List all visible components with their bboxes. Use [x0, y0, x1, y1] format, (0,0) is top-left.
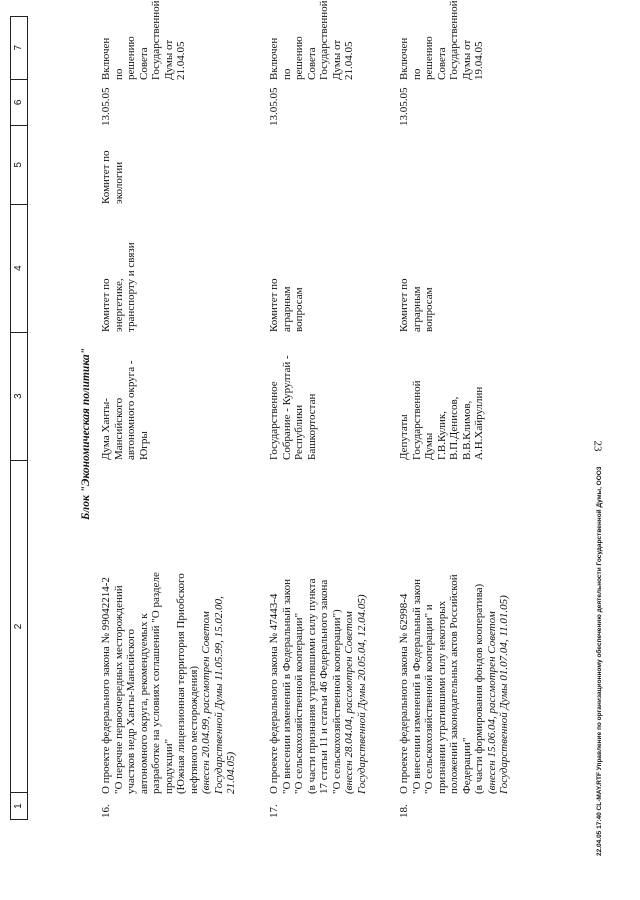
committee-line: Комитет по	[268, 278, 280, 332]
row-number: 16.	[100, 804, 112, 818]
title_lines-line: "О сельскохозяйственной кооперации"	[293, 612, 305, 794]
col-header-1: 1	[11, 792, 27, 819]
bill-title	[398, 460, 511, 794]
note_lines-line: (внесен 28.04.04, рассмотрен Советом	[343, 611, 355, 794]
committee-line: вопросам	[423, 287, 435, 332]
page-footer: 22.04.05 17:40 CL-MAY.RTF Управление по организационному обеспечению деятельности Государственной Думы, ООО3	[596, 466, 603, 856]
bill-title	[268, 460, 368, 794]
title_lines-line: "О внесении изменений в Федеральный закон	[280, 579, 293, 794]
consideration-date: 13.05.05	[398, 87, 410, 126]
status-line: Государственной	[448, 0, 460, 80]
title_lines-line: "О сельскохозяйственной кооперации")	[330, 609, 343, 794]
title_lines-line: автономного округа, рекомендуемых к	[137, 613, 150, 794]
title_lines-line: "О внесении изменений в Федеральный закон	[410, 579, 423, 794]
title_lines-line: признании утратившими силу некоторых	[435, 600, 448, 794]
bill-row	[268, 0, 368, 820]
author-line: Думы	[423, 432, 435, 460]
inclusion-status	[268, 0, 368, 80]
status-line: решению Совета	[125, 36, 150, 80]
author-line: автономного округа -	[125, 360, 137, 460]
author-line: Государственное	[268, 381, 280, 460]
col-header-3: 3	[11, 332, 27, 460]
author-line: Республики	[293, 404, 305, 460]
author-line: Государственной	[410, 380, 423, 460]
author-line: Мансийского	[112, 397, 125, 460]
row-number: 18.	[398, 804, 410, 818]
responsible-committee	[398, 204, 511, 332]
co-committee	[100, 126, 238, 204]
status-line: Думы от 21.04.05	[162, 39, 187, 80]
co_committee-line: Комитет по	[100, 150, 112, 204]
bill-author	[398, 332, 511, 460]
title_lines-line: "О перечне первоочередных месторождений	[112, 585, 125, 794]
author-line: В.В.Климов,	[460, 400, 473, 460]
committee-line: Комитет по	[100, 278, 112, 332]
title_lines-line: (в части признания утратившими силу пункта	[305, 578, 318, 794]
title_lines-line: 17 статьи 11 и статьи 46 Федерального закона	[318, 579, 330, 794]
title_lines-line: О проекте федерального закона № 47443-4	[268, 593, 280, 794]
consideration-date: 13.05.05	[268, 87, 280, 126]
title_lines-line: продукции"	[162, 738, 175, 794]
col-header-5: 5	[11, 125, 27, 203]
status-line: решению Совета	[293, 36, 318, 80]
col-header-7: 7	[13, 44, 24, 51]
committee-line: вопросам	[293, 287, 305, 332]
note_lines-line: 21.04.05)	[225, 751, 237, 794]
note_lines-line: (внесен 15.06.04, рассмотрен Советом	[485, 611, 498, 794]
title_lines-line: (Южная лицензионная территория Приобского	[175, 573, 187, 794]
status-line: Думы от 19.04.05	[460, 39, 485, 80]
status-line: Государственной	[150, 0, 162, 80]
committee-line: аграрным	[410, 286, 423, 332]
status-line: Включен по	[100, 37, 125, 80]
responsible-committee	[100, 204, 238, 332]
block-title: Блок "Экономическая политика"	[80, 347, 92, 520]
author-line: Г.В.Кулик,	[435, 411, 448, 460]
co-committee	[398, 126, 511, 204]
note_lines-line: Государственной Думы 01.07.04, 11.01.05)	[498, 595, 510, 794]
status-line: Государственной	[318, 0, 330, 80]
col-header-2: 2	[11, 460, 27, 793]
author-line: А.Н.Хайруллин	[473, 386, 485, 460]
co-committee	[268, 126, 368, 204]
status-line: Включен по	[398, 37, 423, 80]
col-header-4: 4	[11, 204, 27, 332]
bill-author	[100, 332, 238, 460]
bill-row	[100, 0, 238, 820]
title_lines-line: Федерации"	[460, 737, 473, 794]
note_lines-line: Государственной Думы 11.05.99, 15.02.00,	[212, 596, 225, 794]
committee-line: транспорту и связи	[125, 242, 137, 332]
inclusion-status	[100, 0, 238, 80]
author-line: Депутаты	[398, 414, 410, 460]
title_lines-line: положений законодательных актов Российской	[448, 574, 460, 794]
author-line: Югры	[137, 431, 150, 460]
title_lines-line: разработке на условиях соглашений "О разделе	[150, 572, 162, 794]
page-number: 23	[591, 440, 604, 452]
column-number-header	[10, 16, 28, 820]
title_lines-line: О проекте федерального закона № 99042214-2	[100, 577, 112, 794]
responsible-committee	[268, 204, 368, 332]
row-number: 17.	[268, 804, 280, 818]
status-line: Думы от 21.04.05	[330, 39, 355, 80]
committee-line: энергетике,	[112, 278, 125, 332]
status-line: решению Совета	[423, 36, 448, 80]
col-header-6: 6	[11, 79, 27, 126]
author-line: В.П.Денисов,	[448, 396, 460, 460]
bill-author	[268, 332, 368, 460]
title_lines-line: (в части формирования фондов кооператива)	[473, 583, 485, 794]
title_lines-line: "О сельскохозяйственной кооперации" и	[423, 604, 435, 794]
bill-row	[398, 0, 511, 820]
author-line: Собрание - Курултай -	[280, 355, 293, 460]
status-line: Включен по	[268, 37, 293, 80]
title_lines-line: участков недр Ханты-Мансийского	[125, 629, 137, 794]
note_lines-line: (внесен 20.04.99, рассмотрен Советом	[200, 611, 212, 794]
co_committee-line: экологии	[112, 161, 125, 204]
note_lines-line: Государственной Думы 20.05.04, 12.04.05)	[355, 594, 368, 794]
committee-line: Комитет по	[398, 278, 410, 332]
committee-line: аграрным	[280, 286, 293, 332]
author-line: Дума Ханты-	[100, 398, 112, 460]
inclusion-status	[398, 0, 511, 80]
title_lines-line: нефтяного месторождения)	[187, 665, 200, 794]
consideration-date: 13.05.05	[100, 87, 112, 126]
title_lines-line: О проекте федерального закона № 62998-4	[398, 593, 410, 794]
author-line: Башкортостан	[305, 393, 318, 460]
bill-title	[100, 460, 238, 794]
